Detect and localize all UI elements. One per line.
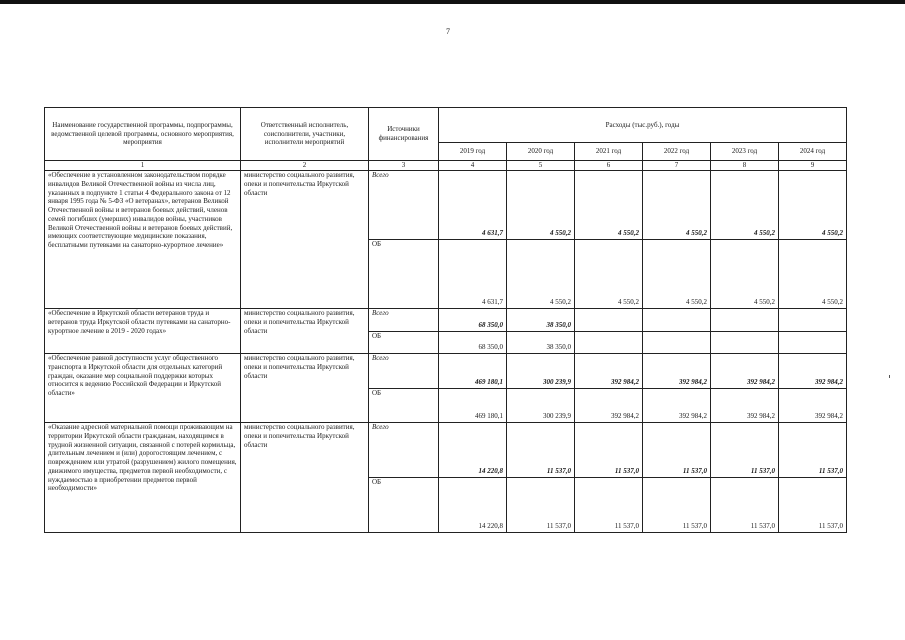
- header-source: Источники финансирования: [369, 108, 439, 161]
- column-number: 6: [575, 161, 643, 171]
- program-name: «Обеспечение в Иркутской области ветеранов труда и ветеранов труда Иркутской области путевками на санаторно-курортное лечение в 2019 - 2020 годах»: [45, 309, 241, 354]
- source-total-label: Всего: [369, 309, 439, 332]
- ob-value: 11 537,0: [711, 478, 779, 533]
- header-year: 2020 год: [507, 143, 575, 161]
- budget-table: [44, 107, 847, 533]
- total-value: 392 984,2: [575, 354, 643, 389]
- table-row: [45, 171, 847, 240]
- column-number: 7: [643, 161, 711, 171]
- total-value: 4 550,2: [643, 171, 711, 240]
- total-value: 300 239,9: [507, 354, 575, 389]
- total-value: 469 180,1: [439, 354, 507, 389]
- executor-name: министерство социального развития, опеки и попечительства Иркутской области: [241, 171, 369, 309]
- total-value: 392 984,2: [711, 354, 779, 389]
- ob-value: 392 984,2: [711, 389, 779, 423]
- source-total-label: Всего: [369, 171, 439, 240]
- ob-value: 4 631,7: [439, 240, 507, 309]
- scan-mark: [889, 375, 890, 378]
- total-value: 4 631,7: [439, 171, 507, 240]
- header-program: Наименование государственной программы, подпрограммы, ведомственной целевой программы, основного мероприятия, мероприятия: [45, 108, 241, 161]
- total-value: 4 550,2: [711, 171, 779, 240]
- ob-value: 392 984,2: [575, 389, 643, 423]
- column-number: 4: [439, 161, 507, 171]
- ob-value: [779, 332, 847, 354]
- ob-value: 300 239,9: [507, 389, 575, 423]
- total-value: 11 537,0: [643, 423, 711, 478]
- ob-value: 14 220,8: [439, 478, 507, 533]
- source-ob-label: ОБ: [369, 389, 439, 423]
- total-value: 4 550,2: [779, 171, 847, 240]
- column-number: 2: [241, 161, 369, 171]
- ob-value: 38 350,0: [507, 332, 575, 354]
- executor-name: министерство социального развития, опеки и попечительства Иркутской области: [241, 309, 369, 354]
- ob-value: 392 984,2: [643, 389, 711, 423]
- total-value: 392 984,2: [643, 354, 711, 389]
- ob-value: 4 550,2: [779, 240, 847, 309]
- header-year: 2019 год: [439, 143, 507, 161]
- column-number: 1: [45, 161, 241, 171]
- total-value: [643, 309, 711, 332]
- header-expenses: Расходы (тыс.руб.), годы: [439, 108, 847, 143]
- header-year: 2021 год: [575, 143, 643, 161]
- ob-value: 4 550,2: [711, 240, 779, 309]
- source-ob-label: ОБ: [369, 332, 439, 354]
- ob-value: 4 550,2: [575, 240, 643, 309]
- program-name: «Обеспечение в установленном законодательством порядке инвалидов Великой Отечественной войны из числа лиц, указанных в подпункте 1 статьи 4 Федерального закона от 12 января 1995 года № 5-ФЗ «О ветеранах», ветеранов Великой Отечественной войны и ветеранов боевых действий, членов семей погибших (умерших) инвалидов войны, участников Великой Отечественной войны и ветеранов боевых действий, имеющих соответствующие медицинские показания, бесплатными путевками на санаторно-курортное лечение»: [45, 171, 241, 309]
- ob-value: [711, 332, 779, 354]
- program-name: «Обеспечение равной доступности услуг общественного транспорта в Иркутской области для отдельных категорий граждан, оказание мер социальной поддержки которых относится к ведению Российской Федерации и Иркутской области»: [45, 354, 241, 423]
- scan-top-border: [0, 0, 905, 4]
- ob-value: 392 984,2: [779, 389, 847, 423]
- source-ob-label: ОБ: [369, 240, 439, 309]
- header-year: 2022 год: [643, 143, 711, 161]
- column-number: 3: [369, 161, 439, 171]
- column-number: 5: [507, 161, 575, 171]
- total-value: 4 550,2: [575, 171, 643, 240]
- total-value: [779, 309, 847, 332]
- ob-value: 469 180,1: [439, 389, 507, 423]
- ob-value: 11 537,0: [575, 478, 643, 533]
- total-value: 4 550,2: [507, 171, 575, 240]
- header-year: 2023 год: [711, 143, 779, 161]
- ob-value: 68 350,0: [439, 332, 507, 354]
- ob-value: 4 550,2: [507, 240, 575, 309]
- source-total-label: Всего: [369, 354, 439, 389]
- column-number: 9: [779, 161, 847, 171]
- header-year: 2024 год: [779, 143, 847, 161]
- ob-value: 11 537,0: [643, 478, 711, 533]
- total-value: 11 537,0: [575, 423, 643, 478]
- source-ob-label: ОБ: [369, 478, 439, 533]
- column-number-row: [45, 161, 847, 171]
- total-value: 392 984,2: [779, 354, 847, 389]
- total-value: [575, 309, 643, 332]
- total-value: 11 537,0: [507, 423, 575, 478]
- table-row: [45, 354, 847, 389]
- table-row: [45, 423, 847, 478]
- ob-value: [575, 332, 643, 354]
- total-value: 11 537,0: [711, 423, 779, 478]
- ob-value: [643, 332, 711, 354]
- header-executor: Ответственный исполнитель, соисполнители, участники, исполнители мероприятий: [241, 108, 369, 161]
- column-number: 8: [711, 161, 779, 171]
- total-value: 11 537,0: [779, 423, 847, 478]
- ob-value: 11 537,0: [779, 478, 847, 533]
- executor-name: министерство социального развития, опеки и попечительства Иркутской области: [241, 423, 369, 533]
- ob-value: 4 550,2: [643, 240, 711, 309]
- source-total-label: Всего: [369, 423, 439, 478]
- table-row: [45, 309, 847, 332]
- total-value: 38 350,0: [507, 309, 575, 332]
- total-value: [711, 309, 779, 332]
- total-value: 14 220,8: [439, 423, 507, 478]
- total-value: 68 350,0: [439, 309, 507, 332]
- page-number: 7: [446, 27, 450, 36]
- ob-value: 11 537,0: [507, 478, 575, 533]
- executor-name: министерство социального развития, опеки и попечительства Иркутской области: [241, 354, 369, 423]
- program-name: «Оказание адресной материальной помощи проживающим на территории Иркутской области гражданам, находящимся в трудной жизненной ситуации, связанной с потерей кормильца, длительным лечением и (или) дорогостоящим лечением, с повреждением или утратой (разрушением) жилого помещения, движимого имущества, предметов первой необходимости, с нуждаемостью в приобретении предметов первой необходимости»: [45, 423, 241, 533]
